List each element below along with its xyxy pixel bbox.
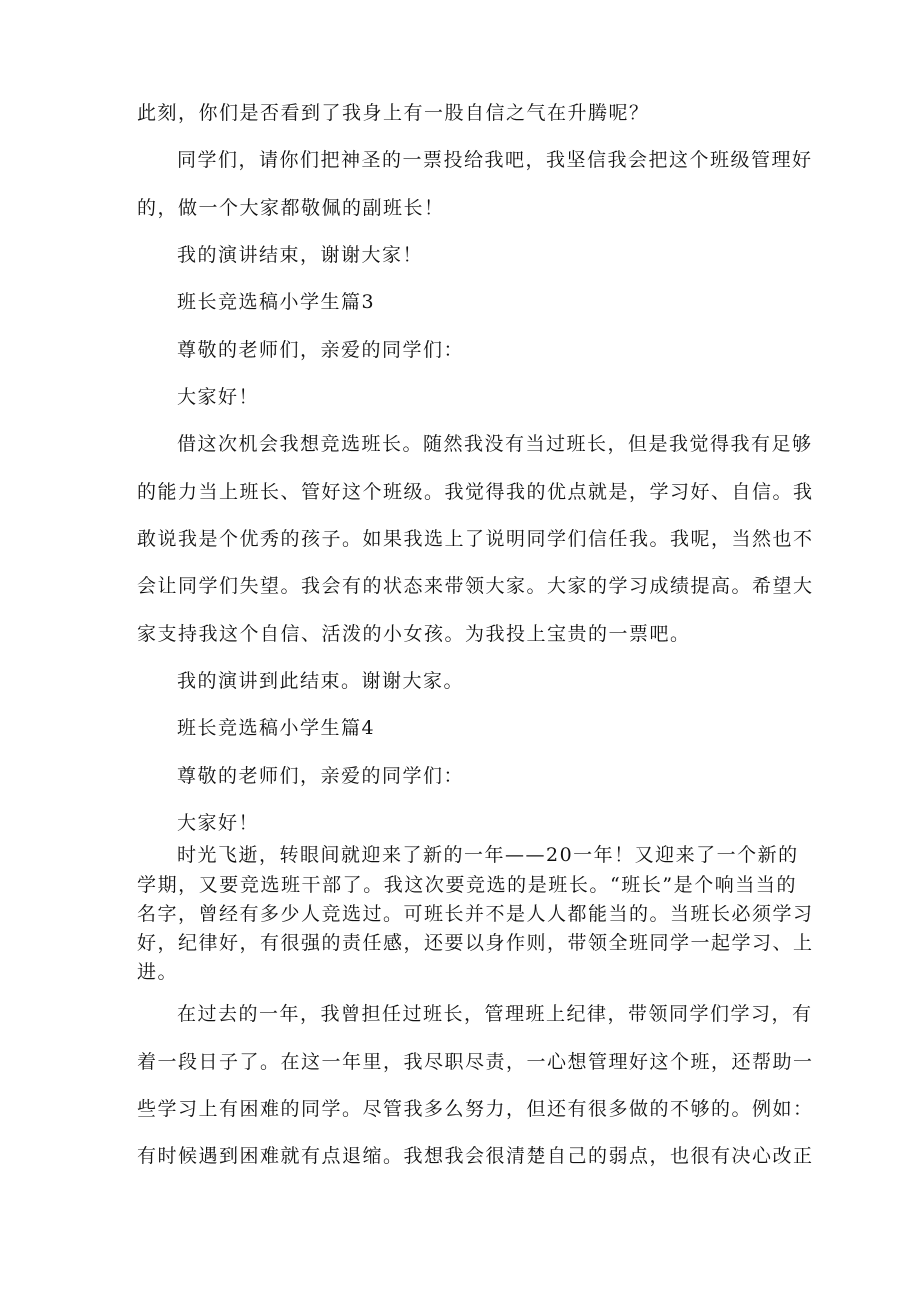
section-heading: 班长竞选稿小学生篇4: [177, 717, 376, 739]
text-line: 时光飞逝，转眼间就迎来了新的一年——20一年！又迎来了一个新的: [177, 844, 799, 866]
text-line: 我的演讲结束，谢谢大家！: [177, 244, 424, 266]
salutation: 尊敬的老师们，亲爱的同学们：: [177, 339, 465, 361]
text-line: 有时候遇到困难就有点退缩。我想我会很清楚自己的弱点，也很有决心改正: [137, 1145, 814, 1167]
text-line: 学期，又要竞选班干部了。我这次要竞选的是班长。“班长”是个响当当的: [137, 874, 797, 896]
text-line: 好，纪律好，有很强的责任感，还要以身作则，带领全班同学一起学习、上: [137, 932, 814, 954]
text-line: 的能力当上班长、管好这个班级。我觉得我的优点就是，学习好、自信。我: [137, 481, 814, 503]
text-line: 的，做一个大家都敬佩的副班长！: [137, 197, 445, 219]
text-line: 此刻，你们是否看到了我身上有一股自信之气在升腾呢？: [137, 102, 650, 124]
text-line: 家支持我这个自信、活泼的小女孩。为我投上宝贵的一票吧。: [137, 623, 691, 645]
greeting: 大家好！: [177, 812, 260, 834]
text-line: 敢说我是个优秀的孩子。如果我选上了说明同学们信任我。我呢，当然也不: [137, 528, 814, 550]
text-line: 进。: [137, 961, 179, 983]
text-line: 我的演讲到此结束。谢谢大家。: [177, 670, 465, 692]
section-heading: 班长竞选稿小学生篇3: [177, 291, 376, 313]
text-line: 会让同学们失望。我会有的状态来带领大家。大家的学习成绩提高。希望大: [137, 575, 814, 597]
text-line: 些学习上有困难的同学。尽管我多么努力，但还有很多做的不够的。例如：: [137, 1098, 814, 1120]
text-line: 名字，曾经有多少人竞选过。可班长并不是人人都能当的。当班长必须学习: [137, 903, 814, 925]
salutation: 尊敬的老师们，亲爱的同学们：: [177, 765, 465, 787]
greeting: 大家好！: [177, 386, 260, 408]
text-line: 在过去的一年，我曾担任过班长，管理班上纪律，带领同学们学习，有: [177, 1003, 813, 1025]
text-line: 着一段日子了。在这一年里，我尽职尽责，一心想管理好这个班，还帮助一: [137, 1051, 814, 1073]
text-line: 同学们，请你们把神圣的一票投给我吧，我坚信我会把这个班级管理好: [177, 149, 813, 171]
text-line: 借这次机会我想竞选班长。随然我没有当过班长，但是我觉得我有足够: [177, 433, 813, 455]
